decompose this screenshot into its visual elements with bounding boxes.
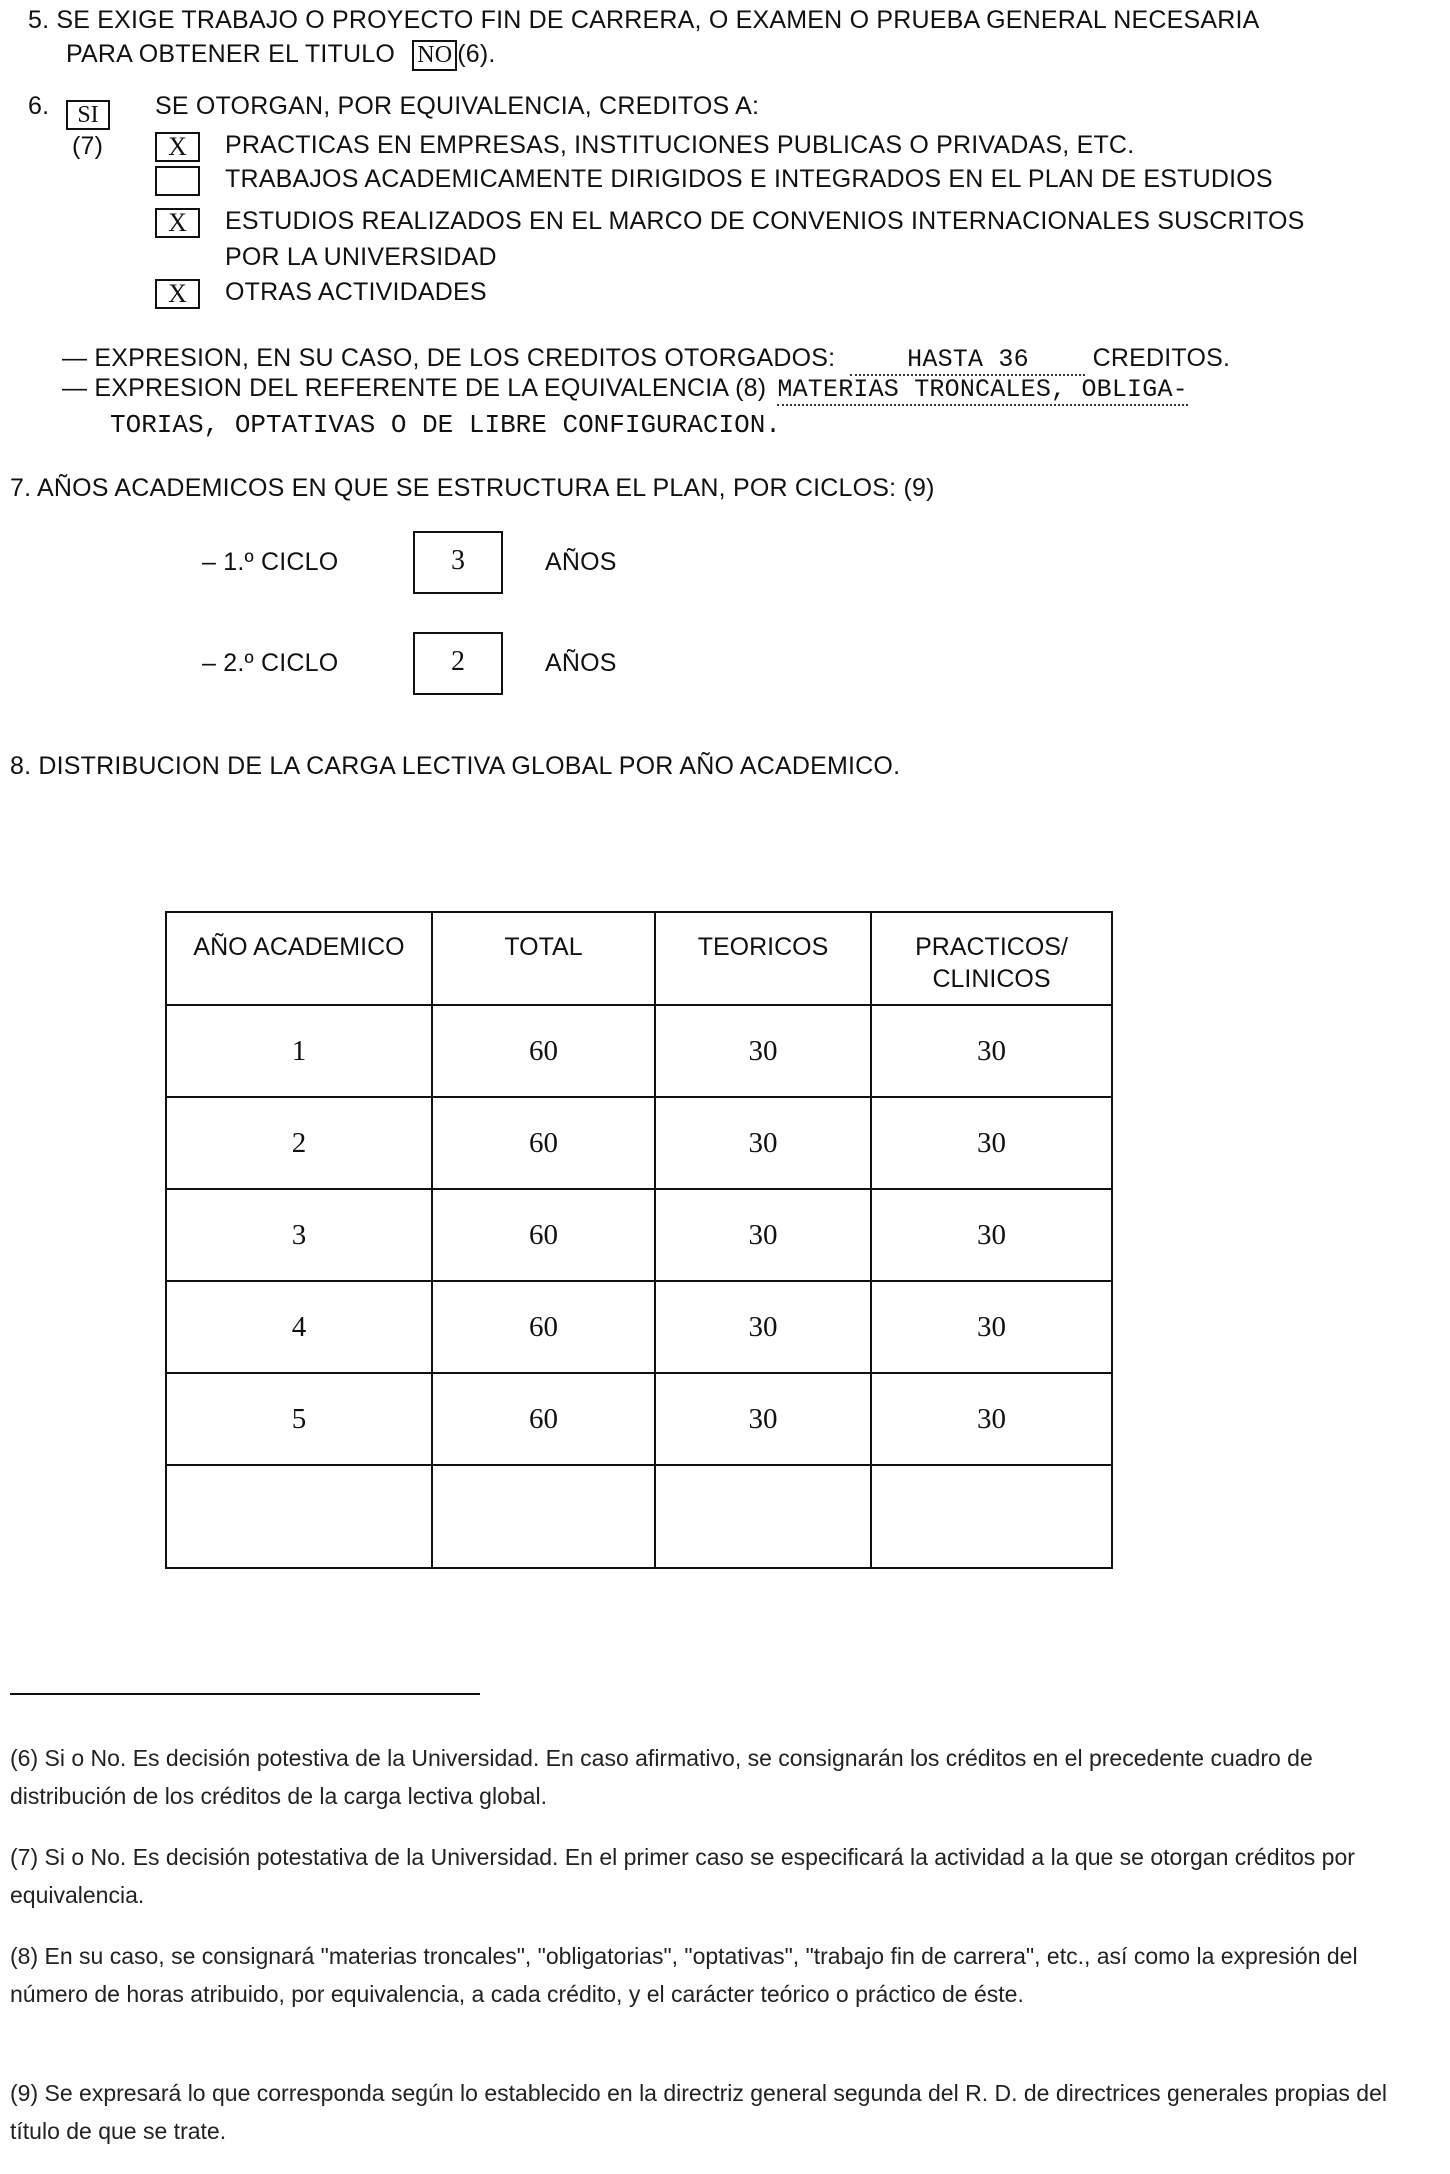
cell-total: 60 — [432, 1005, 655, 1097]
option-label-trabajos: TRABAJOS ACADEMICAMENTE DIRIGIDOS E INTEGRADOS EN EL PLAN DE ESTUDIOS — [225, 165, 1273, 193]
option-checkbox-trabajos[interactable] — [155, 166, 200, 196]
cell-practicos: 30 — [871, 1373, 1112, 1465]
referente-row — [62, 374, 1188, 406]
referente-value-line2: TORIAS, OPTATIVAS O DE LIBRE CONFIGURACION. — [110, 410, 781, 440]
header-practicos: PRACTICOS/ CLINICOS — [871, 912, 1112, 1005]
cell-practicos — [871, 1465, 1112, 1568]
ciclo2-value-box: 2 — [413, 632, 503, 695]
section5-line1: 5. SE EXIGE TRABAJO O PROYECTO FIN DE CARRERA, O EXAMEN O PRUEBA GENERAL NECESARIA — [28, 6, 1260, 34]
header-ano: AÑO ACADEMICO — [166, 912, 432, 1005]
cell-ano: 2 — [166, 1097, 432, 1189]
footnote-8: (8) En su caso, se consignará "materias troncales", "obligatorias", "optativas", "trabajo fin de carrera", etc., así como la expresión del número de horas atribuido, por equivalencia, a cada crédito, y el carácter teórico o práctico de éste. — [10, 1943, 1358, 2007]
cell-teoricos: 30 — [655, 1373, 871, 1465]
section6-answer-box: SI — [66, 100, 110, 130]
cell-practicos: 30 — [871, 1097, 1112, 1189]
ciclo2-unit: AÑOS — [545, 649, 617, 677]
cell-practicos: 30 — [871, 1189, 1112, 1281]
cell-total: 60 — [432, 1097, 655, 1189]
section5-ref: (6). — [457, 40, 496, 68]
referente-value-line1: MATERIAS TRONCALES, OBLIGA- — [777, 375, 1188, 404]
footnote-7: (7) Si o No. Es decisión potestativa de la Universidad. En el primer caso se especificará la actividad a la que se otorgan créditos por equivalencia. — [10, 1844, 1355, 1908]
section6-heading: SE OTORGAN, POR EQUIVALENCIA, CREDITOS A: — [155, 92, 760, 120]
cell-ano: 4 — [166, 1281, 432, 1373]
section5-answer-box: NO — [412, 40, 457, 71]
section5-line2-text: PARA OBTENER EL TITULO — [66, 40, 396, 68]
cell-total — [432, 1465, 655, 1568]
option-checkbox-otras[interactable]: X — [155, 279, 200, 309]
cell-teoricos: 30 — [655, 1189, 871, 1281]
cell-ano — [166, 1465, 432, 1568]
cell-practicos: 30 — [871, 1005, 1112, 1097]
table-header-row — [166, 912, 1112, 1005]
option-checkbox-estudios[interactable]: X — [155, 208, 200, 238]
option-label-otras: OTRAS ACTIVIDADES — [225, 278, 487, 306]
carga-lectiva-table — [165, 911, 1113, 1569]
table-row — [166, 1281, 1112, 1373]
ciclo2-label: – 2.º CICLO — [202, 649, 339, 677]
cell-total: 60 — [432, 1189, 655, 1281]
cell-total: 60 — [432, 1373, 655, 1465]
creditos-label: — EXPRESION, EN SU CASO, DE LOS CREDITOS OTORGADOS: — [62, 344, 836, 372]
table-row — [166, 1189, 1112, 1281]
ciclo1-label: – 1.º CICLO — [202, 548, 339, 576]
option-label-estudios-line2: POR LA UNIVERSIDAD — [225, 243, 497, 271]
footnote-separator — [10, 1693, 480, 1695]
section7-heading: 7. AÑOS ACADEMICOS EN QUE SE ESTRUCTURA EL PLAN, POR CICLOS: (9) — [10, 474, 935, 502]
option-label-practicas: PRACTICAS EN EMPRESAS, INSTITUCIONES PUBLICAS O PRIVADAS, ETC. — [225, 131, 1135, 159]
cell-total: 60 — [432, 1281, 655, 1373]
cell-ano: 5 — [166, 1373, 432, 1465]
table-row — [166, 1373, 1112, 1465]
cell-teoricos: 30 — [655, 1097, 871, 1189]
section6-ref: (7) — [72, 132, 104, 160]
section8-heading: 8. DISTRIBUCION DE LA CARGA LECTIVA GLOBAL POR AÑO ACADEMICO. — [10, 752, 901, 780]
table-row — [166, 1465, 1112, 1568]
header-teoricos: TEORICOS — [655, 912, 871, 1005]
header-total: TOTAL — [432, 912, 655, 1005]
creditos-value: HASTA 36 — [850, 345, 1085, 376]
option-checkbox-practicas[interactable]: X — [155, 132, 200, 162]
creditos-unit: CREDITOS. — [1092, 344, 1231, 372]
cell-teoricos: 30 — [655, 1281, 871, 1373]
cell-teoricos: 30 — [655, 1005, 871, 1097]
option-label-estudios: ESTUDIOS REALIZADOS EN EL MARCO DE CONVENIOS INTERNACIONALES SUSCRITOS — [225, 207, 1305, 235]
cell-ano: 3 — [166, 1189, 432, 1281]
creditos-row — [62, 344, 1230, 376]
table-row — [166, 1097, 1112, 1189]
table-row — [166, 1005, 1112, 1097]
footnote-9: (9) Se expresará lo que corresponda según lo establecido en la directriz general segunda del R. D. de directrices generales propias del título de que se trate. — [10, 2080, 1387, 2144]
section6-number: 6. — [28, 92, 50, 120]
cell-ano: 1 — [166, 1005, 432, 1097]
ciclo1-unit: AÑOS — [545, 548, 617, 576]
cell-practicos: 30 — [871, 1281, 1112, 1373]
ciclo1-value-box: 3 — [413, 531, 503, 594]
footnote-6: (6) Si o No. Es decisión potestiva de la Universidad. En caso afirmativo, se consignarán los créditos en el precedente cuadro de distribución de los créditos de la carga lectiva global. — [10, 1745, 1313, 1809]
referente-label: — EXPRESION DEL REFERENTE DE LA EQUIVALENCIA (8) — [62, 374, 767, 402]
cell-teoricos — [655, 1465, 871, 1568]
section5-line2 — [66, 40, 496, 71]
